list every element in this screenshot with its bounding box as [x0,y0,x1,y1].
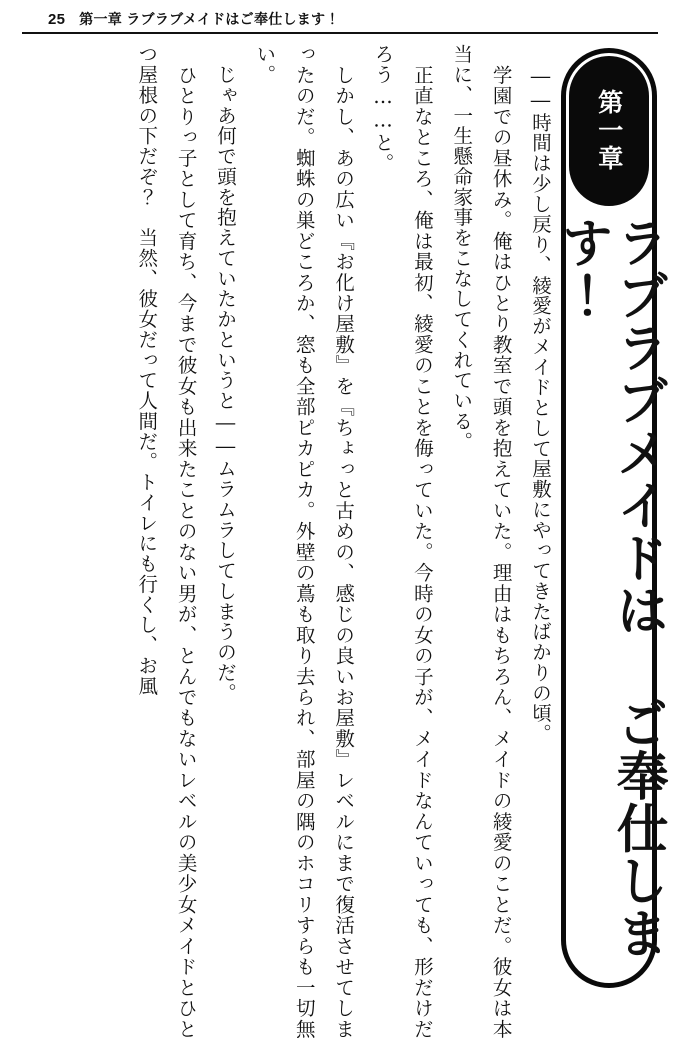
body-paragraph: じゃあ何で頭を抱えていたかというと――ムラムラしてしまうのだ。 [214,44,237,704]
running-header [0,6,679,32]
body-paragraph: 正直なところ、俺は最初、綾愛のことを侮っていた。今時の女の子が、メイドなんていっても、形だけだろう……と。 [371,44,434,1039]
body-text-area [20,44,560,1039]
chapter-number-box [569,56,649,206]
header-divider [22,32,658,34]
body-paragraph: しかし、あの広い『お化け屋敷』を『ちょっと古めの、感じの良いお屋敷』レベルにまで復活させてしまったのだ。蜘蛛の巣どころか、窓も全部ピカピカ。外壁の蔦も取り去られ、部屋の隅のホコリすらも一切無い。 [253,44,356,1039]
running-title: 第一章 ラブラブメイドはご奉仕します！ [79,11,340,27]
vertical-text-block [20,44,560,1039]
body-paragraph: 学園での昼休み。俺はひとり教室で頭を抱えていた。理由はもちろん、メイドの綾愛のことだ。彼女は本当に、一生懸命家事をこなしてくれている。 [450,44,513,1039]
body-paragraph: ――時間は少し戻り、綾愛がメイドとして屋敷にやってきたばかりの頃。 [529,44,552,744]
page-number: 25 [48,10,66,28]
chapter-title-plaque [552,48,668,988]
chapter-title-box [552,216,668,980]
chapter-title-text: ラブラブメイドは ご奉仕します！ [552,216,668,960]
chapter-number-label: 第一章 [594,89,624,173]
body-paragraph: ひとりっ子として育ち、今まで彼女も出来たことのない男が、とんでもないレベルの美少女メイドとひとつ屋根の下だぞ？ 当然、彼女だって人間だ。トイレにも行くし、お風 [135,44,198,1039]
